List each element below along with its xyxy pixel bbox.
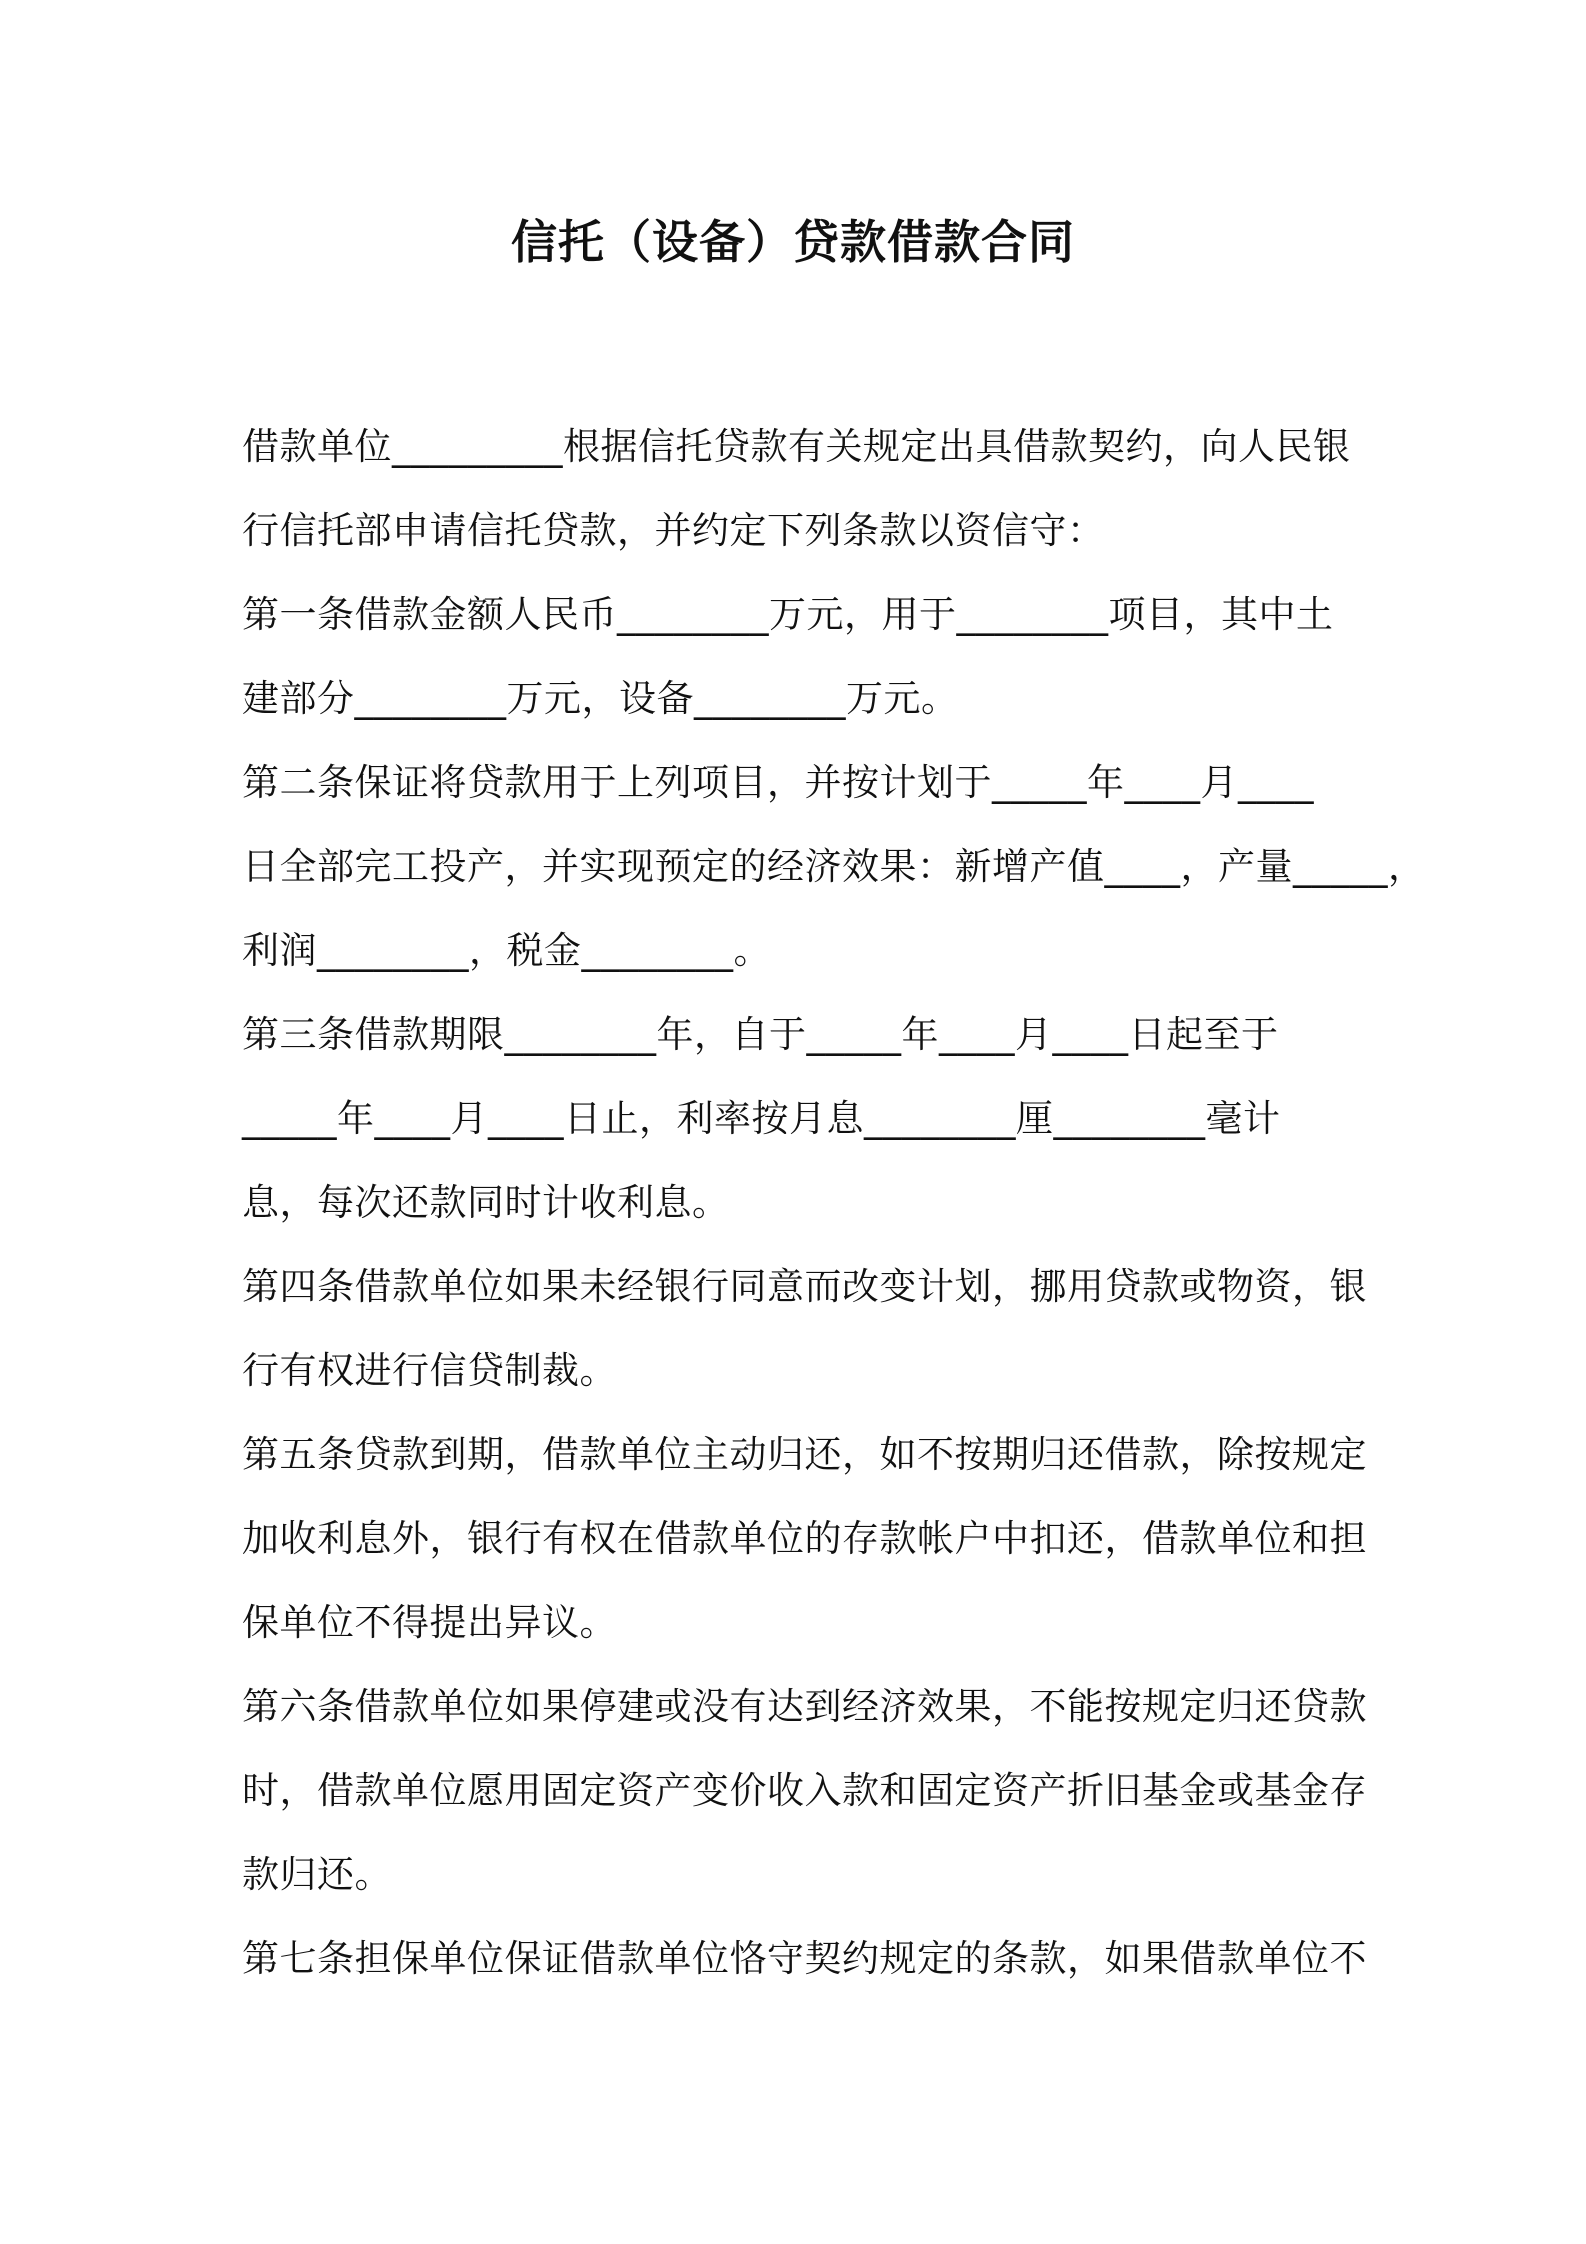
body-line: 第五条贷款到期，借款单位主动归还，如不按期归还借款，除按规定: [242, 1433, 1367, 1476]
body-line: 时，借款单位愿用固定资产变价收入款和固定资产折旧基金或基金存: [242, 1769, 1367, 1812]
body-line: 保单位不得提出异议。: [242, 1601, 617, 1644]
body-line: 第一条借款金额人民币________万元，用于________项目，其中土: [242, 593, 1334, 636]
body-line: 行信托部申请信托贷款，并约定下列条款以资信守：: [242, 509, 1105, 552]
body-line: 日全部完工投产，并实现预定的经济效果：新增产值____，产量_____，: [242, 845, 1426, 888]
body-line: 息，每次还款同时计收利息。: [242, 1181, 730, 1224]
body-line: 第三条借款期限________年，自于_____年____月____日起至于: [242, 1013, 1279, 1056]
body-line: 第七条担保单位保证借款单位恪守契约规定的条款，如果借款单位不: [242, 1937, 1367, 1980]
body-line: 加收利息外，银行有权在借款单位的存款帐户中扣还，借款单位和担: [242, 1517, 1367, 1560]
body-line: _____年____月____日止，利率按月息________厘________毫计: [242, 1097, 1281, 1140]
body-line: 利润________，税金________。: [242, 929, 771, 972]
body-line: 第四条借款单位如果未经银行同意而改变计划，挪用贷款或物资，银: [242, 1265, 1367, 1308]
body-line: 行有权进行信贷制裁。: [242, 1349, 617, 1392]
body-line: 第二条保证将贷款用于上列项目，并按计划于_____年____月____: [242, 761, 1314, 804]
document-body: [242, 405, 1426, 2001]
body-line: 借款单位_________根据信托贷款有关规定出具借款契约，向人民银: [242, 425, 1351, 468]
body-line: 款归还。: [242, 1853, 392, 1896]
body-line: 建部分________万元，设备________万元。: [242, 677, 959, 720]
document-title: 信托（设备）贷款借款合同: [511, 215, 1075, 269]
body-line: 第六条借款单位如果停建或没有达到经济效果，不能按规定归还贷款: [242, 1685, 1367, 1728]
